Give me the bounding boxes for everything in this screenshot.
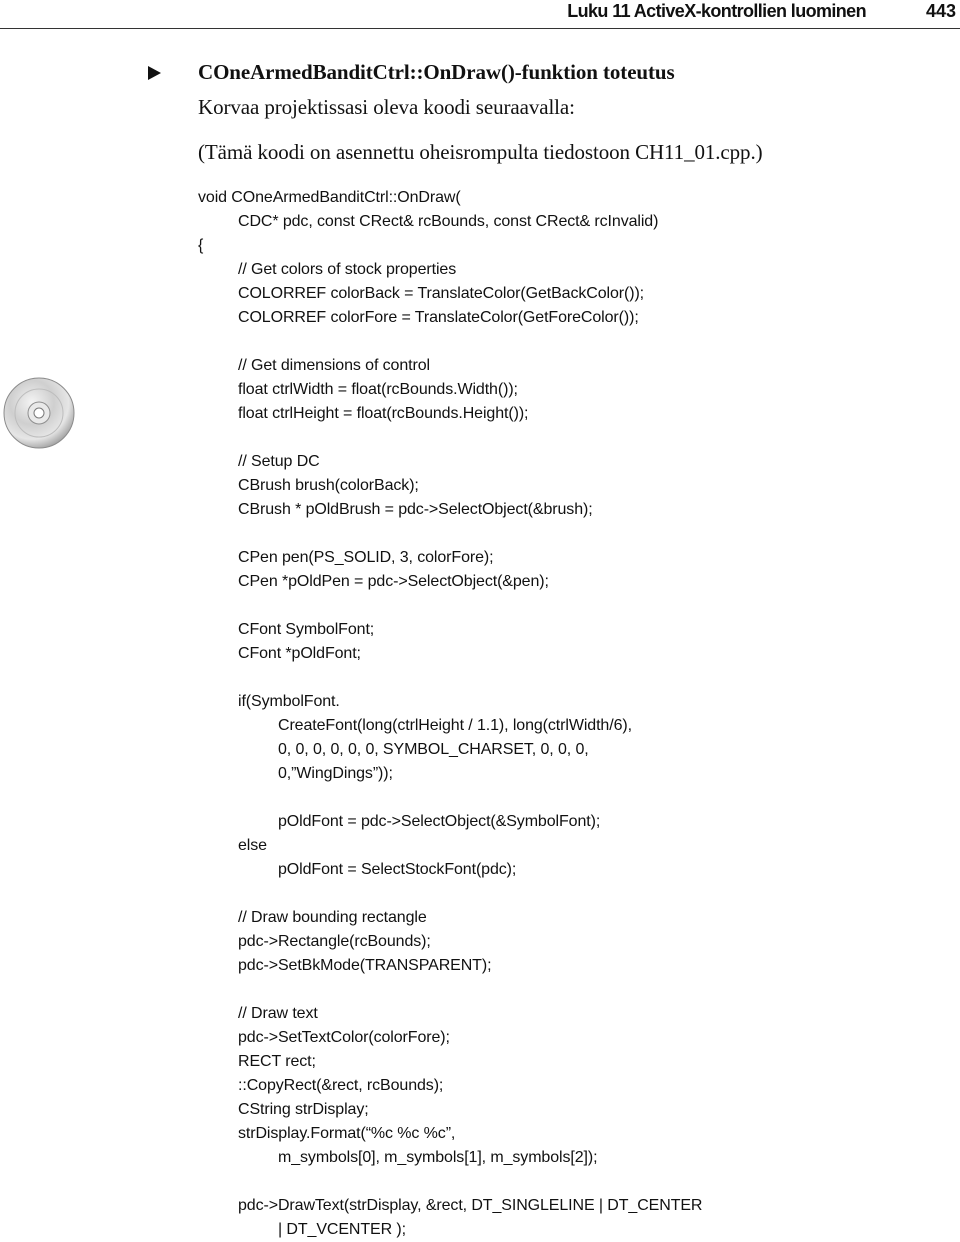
code-line: pdc->DrawText(strDisplay, &rect, DT_SINGLELINE | DT_CENTER (238, 1197, 703, 1214)
code-blank-line (198, 522, 938, 546)
code-line: // Draw text (238, 1005, 318, 1022)
code-line: 0,”WingDings”)); (278, 765, 393, 782)
running-header (0, 0, 960, 30)
file-note: (Tämä koodi on asennettu oheisrompulta tiedostoon CH11_01.cpp.) (198, 140, 763, 164)
header-rule (0, 28, 960, 29)
code-line: CPen pen(PS_SOLID, 3, colorFore); (238, 549, 494, 566)
code-line: // Get colors of stock properties (238, 261, 457, 278)
instruction-text: Korvaa projektissasi oleva koodi seuraavalla: (198, 95, 575, 119)
section-title: COneArmedBanditCtrl::OnDraw()-funktion toteutus (198, 60, 675, 84)
code-blank-line (198, 786, 938, 810)
code-blank-line (198, 882, 938, 906)
code-line: pOldFont = pdc->SelectObject(&SymbolFont); (278, 813, 601, 830)
code-line: CBrush * pOldBrush = pdc->SelectObject(&brush); (238, 501, 593, 518)
code-line: CFont SymbolFont; (238, 621, 375, 638)
chapter-title: Luku 11 ActiveX-kontrollien luominen (567, 1, 866, 21)
code-blank-line (198, 978, 938, 1002)
code-line: COLORREF colorBack = TranslateColor(GetBackColor()); (238, 285, 645, 302)
code-line: CreateFont(long(ctrlHeight / 1.1), long(ctrlWidth/6), (278, 717, 632, 734)
code-listing (198, 186, 938, 1242)
code-line: ::CopyRect(&rect, rcBounds); (238, 1077, 444, 1094)
code-line: else (238, 837, 267, 854)
code-blank-line (198, 426, 938, 450)
code-line: RECT rect; (238, 1053, 316, 1070)
triangle-bullet-icon (148, 66, 161, 80)
code-line: m_symbols[0], m_symbols[1], m_symbols[2]); (278, 1149, 598, 1166)
code-line: pOldFont = SelectStockFont(pdc); (278, 861, 517, 878)
code-line: CBrush brush(colorBack); (238, 477, 419, 494)
code-line: CString strDisplay; (238, 1101, 369, 1118)
code-line: CDC* pdc, const CRect& rcBounds, const CRect& rcInvalid) (238, 213, 659, 230)
code-line: if(SymbolFont. (238, 693, 340, 710)
code-line: // Draw bounding rectangle (238, 909, 427, 926)
code-line: // Setup DC (238, 453, 320, 470)
code-line: { (198, 237, 204, 254)
code-line: 0, 0, 0, 0, 0, 0, SYMBOL_CHARSET, 0, 0, 0, (278, 741, 589, 758)
code-line: CFont *pOldFont; (238, 645, 361, 662)
code-line: COLORREF colorFore = TranslateColor(GetForeColor()); (238, 309, 639, 326)
code-line: float ctrlHeight = float(rcBounds.Height()); (238, 405, 529, 422)
code-line: pdc->SetTextColor(colorFore); (238, 1029, 450, 1046)
code-line: CPen *pOldPen = pdc->SelectObject(&pen); (238, 573, 549, 590)
code-line: void COneArmedBanditCtrl::OnDraw( (198, 189, 461, 206)
code-blank-line (198, 666, 938, 690)
code-line: float ctrlWidth = float(rcBounds.Width()); (238, 381, 518, 398)
code-line: pdc->Rectangle(rcBounds); (238, 933, 431, 950)
code-blank-line (198, 330, 938, 354)
code-line: strDisplay.Format(“%c %c %c”, (238, 1125, 456, 1142)
code-blank-line (198, 1170, 938, 1194)
page-number: 443 (925, 1, 956, 21)
code-line: pdc->SetBkMode(TRANSPARENT); (238, 957, 492, 974)
cd-rom-icon (3, 377, 75, 449)
code-line: | DT_VCENTER ); (278, 1221, 407, 1238)
code-line: // Get dimensions of control (238, 357, 430, 374)
code-blank-line (198, 594, 938, 618)
